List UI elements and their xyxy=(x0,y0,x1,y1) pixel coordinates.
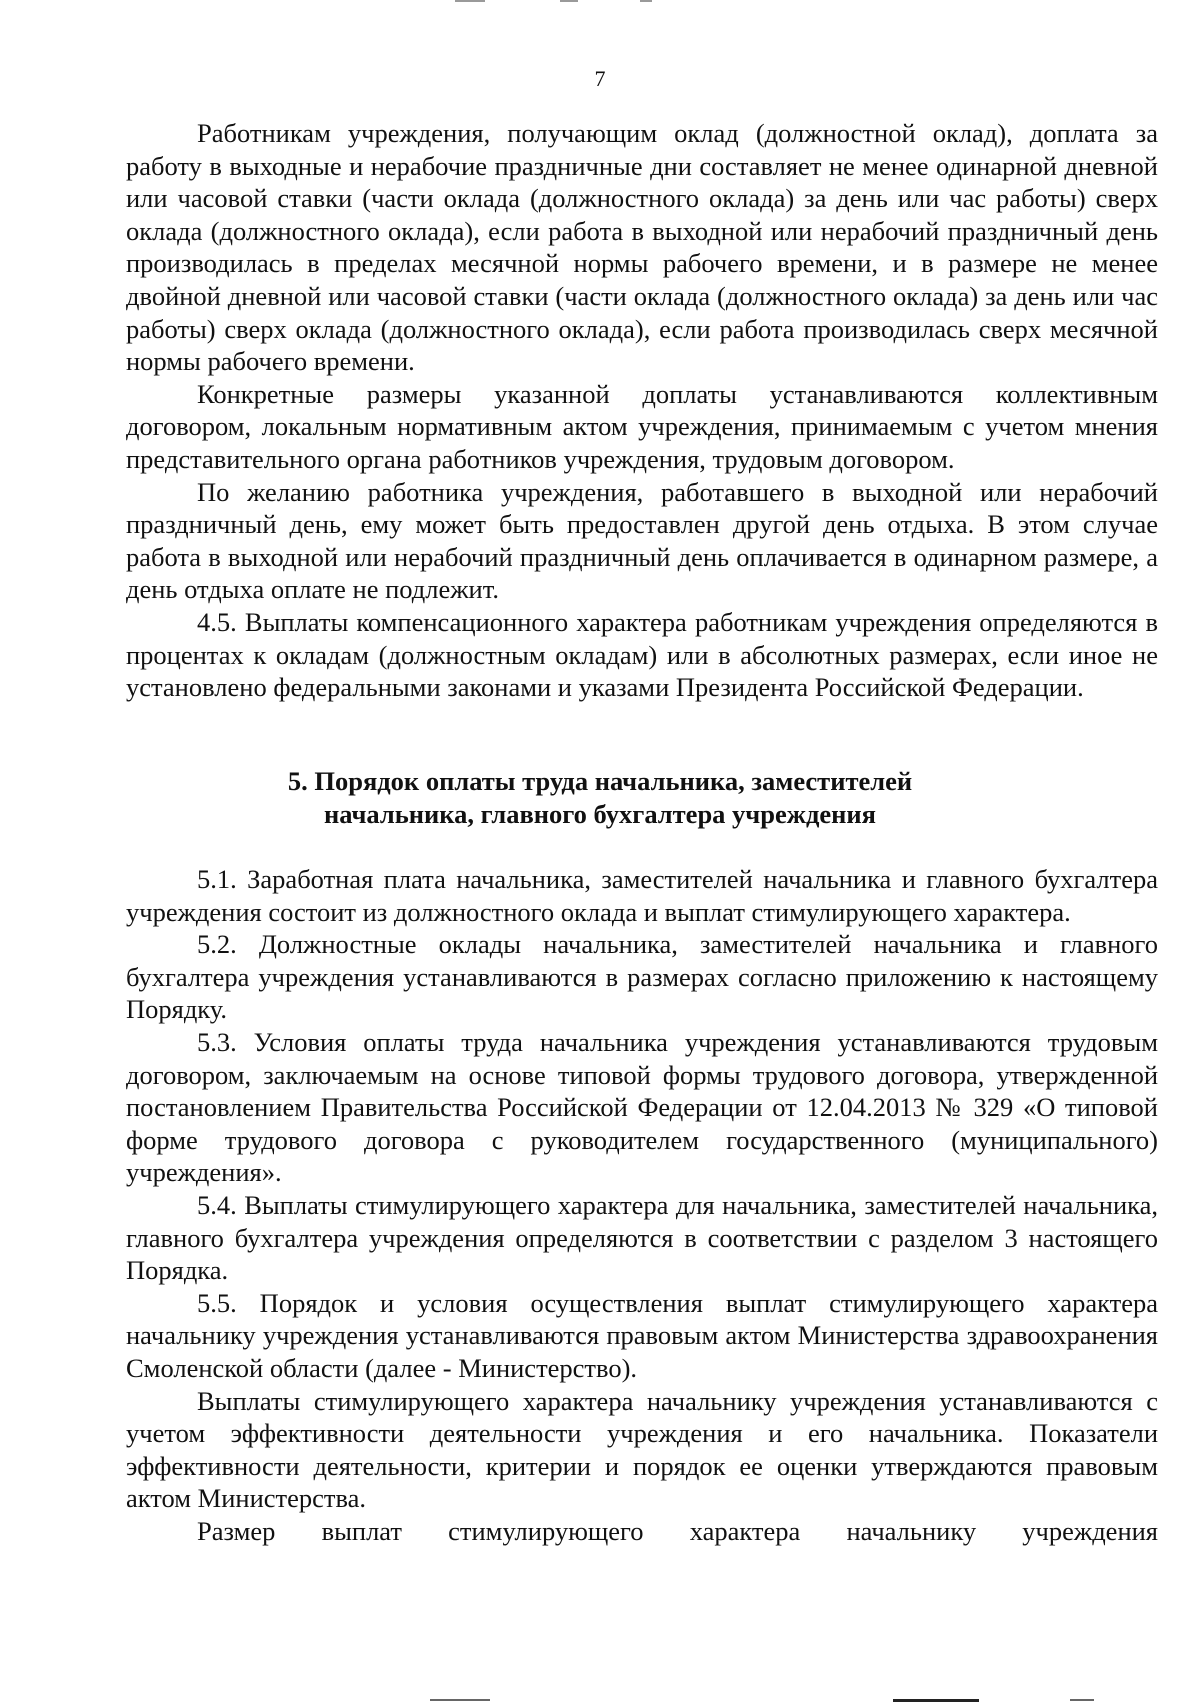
paragraph: 5.5. Порядок и условия осуществления выплат стимулирующего характера начальнику учреждения устанавливаются правовым актом Министерства здравоохранения Смоленской области (далее - Министерство). xyxy=(126,1287,1158,1383)
paragraph: По желанию работника учреждения, работавшего в выходной или нерабочий праздничный день, ему может быть предоставлен другой день отдыха. В этом случае работа в выходной или нерабочий праздничный день оплачивается в одинарном размере, а день отдыха оплате не подлежит. xyxy=(126,476,1158,605)
paragraph: Выплаты стимулирующего характера начальнику учреждения устанавливаются с учетом эффективности деятельности учреждения и его начальника. Показатели эффективности деятельности, критерии и порядок ее оценки утверждаются правовым актом Министерства. xyxy=(126,1385,1158,1514)
paragraph: Работникам учреждения, получающим оклад (должностной оклад), доплата за работу в выходные и нерабочие праздничные дни составляет не менее одинарной дневной или часовой ставки (части оклада (должностного оклада) за день или час работы) сверх оклада (должностного оклада), если работа в выходной или нерабочий праздничный день производилась в пределах месячной нормы рабочего времени, и в размере не менее двойной дневной или часовой ставки (части оклада (должностного оклада) за день или час работы) сверх оклада (должностного оклада), если работа производилась сверх месячной нормы рабочего времени. xyxy=(126,118,1158,377)
section-heading-line: начальника, главного бухгалтера учреждения xyxy=(323,798,877,829)
scan-artifact xyxy=(430,1699,490,1701)
paragraph: 5.4. Выплаты стимулирующего характера для начальника, заместителей начальника, главного бухгалтера учреждения определяются в соответствии с разделом 3 настоящего Порядка. xyxy=(126,1189,1158,1286)
paragraph: 5.1. Заработная плата начальника, заместителей начальника и главного бухгалтера учреждения состоит из должностного оклада и выплат стимулирующего характера. xyxy=(126,864,1158,927)
paragraph: Размер выплат стимулирующего характера начальнику учреждения xyxy=(197,1515,1158,1546)
section-heading-line: 5. Порядок оплаты труда начальника, заместителей xyxy=(287,766,913,796)
scan-artifact xyxy=(1070,1699,1094,1701)
paragraph: 5.3. Условия оплаты труда начальника учреждения устанавливаются трудовым договором, заключаемым на основе типовой формы трудового договора, утвержденной постановлением Правительства Российской Федерации от 12.04.2013 № 329 «О типовой форме трудового договора с руководителем государственного (муниципального) учреждения». xyxy=(126,1026,1158,1188)
scan-artifact xyxy=(893,1699,979,1702)
section-text-block xyxy=(126,863,1158,1547)
paragraph: Конкретные размеры указанной доплаты устанавливаются коллективным договором, локальным нормативным актом учреждения, принимаемым с учетом мнения представительного органа работников учреждения, трудовым договором. xyxy=(126,378,1158,474)
page-number: 7 xyxy=(594,66,606,91)
section-heading xyxy=(0,765,1200,830)
top-text-block xyxy=(126,117,1158,704)
paragraph: 4.5. Выплаты компенсационного характера работникам учреждения определяются в процентах к окладам (должностным окладам) или в абсолютных размерах, если иное не установлено федеральными законами и указами Президента Российской Федерации. xyxy=(126,606,1158,703)
scan-artifact xyxy=(455,0,485,2)
scan-artifact xyxy=(640,0,652,2)
paragraph: 5.2. Должностные оклады начальника, заместителей начальника и главного бухгалтера учреждения устанавливаются в размерах согласно приложению к настоящему Порядку. xyxy=(126,929,1158,1025)
scan-artifact xyxy=(560,0,578,2)
